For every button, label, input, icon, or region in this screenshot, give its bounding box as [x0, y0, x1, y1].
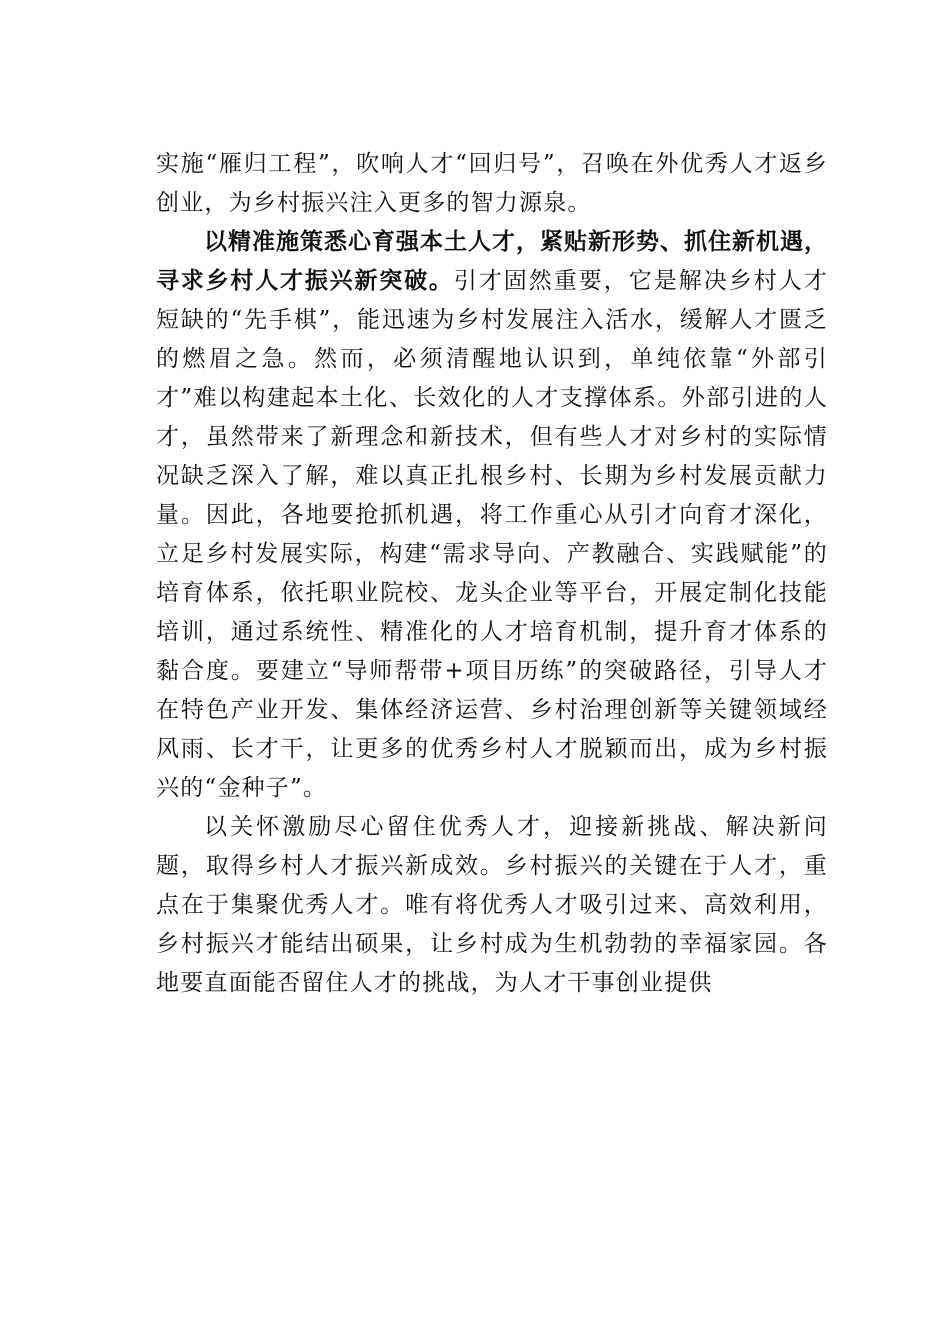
paragraph-text: 引才固然重要，它是解决乡村人才短缺的“先手棋”，能迅速为乡村发展注入活水，缓解人才匮乏的燃眉之急。然而，必须清醒地认识到，单纯依靠“外部引才”难以构建起本土化、长效化的人才支撑体系。外部引进的人才，虽然带来了新理念和新技术，但有些人才对乡村的实际情况缺乏深入了解，难以真正扎根乡村、长期为乡村发展贡献力量。因此，各地要抢抓机遇，将工作重心从引才向育才深化，立足乡村发展实际，构建“需求导向、产教融合、实践赋能”的培育体系，依托职业院校、龙头企业等平台，开展定制化技能培训，通过系统性、精准化的人才培育机制，提升育才体系的黏合度。要建立“导师帮带+项目历练”的突破路径，引导人才在特色产业开发、集体经济运营、乡村治理创新等关键领域经风雨、长才干，让更多的优秀乡村人才脱颖而出，成为乡村振兴的“金种子”。 [156, 268, 829, 801]
paragraph-retain-talent [156, 808, 828, 1003]
document-body [156, 145, 828, 1003]
paragraph-text: 实施“雁归工程”，吹响人才“回归号”，召唤在外优秀人才返乡创业，为乡村振兴注入更多的智力源泉。 [156, 151, 828, 216]
paragraph-bold-lead: 以精准施策悉心育强本土人才，紧贴新形势、抓住新机遇，寻求乡村人才振兴新突破。 [156, 229, 828, 294]
paragraph-continuation [156, 145, 828, 223]
paragraph-cultivate-talent [156, 223, 828, 808]
paragraph-text: 以关怀激励尽心留住优秀人才，迎接新挑战、解决新问题，取得乡村人才振兴新成效。乡村振兴的关键在于人才，重点在于集聚优秀人才。唯有将优秀人才吸引过来、高效利用，乡村振兴才能结出硕果，让乡村成为生机勃勃的幸福家园。各地要直面能否留住人才的挑战，为人才干事创业提供 [156, 814, 828, 996]
